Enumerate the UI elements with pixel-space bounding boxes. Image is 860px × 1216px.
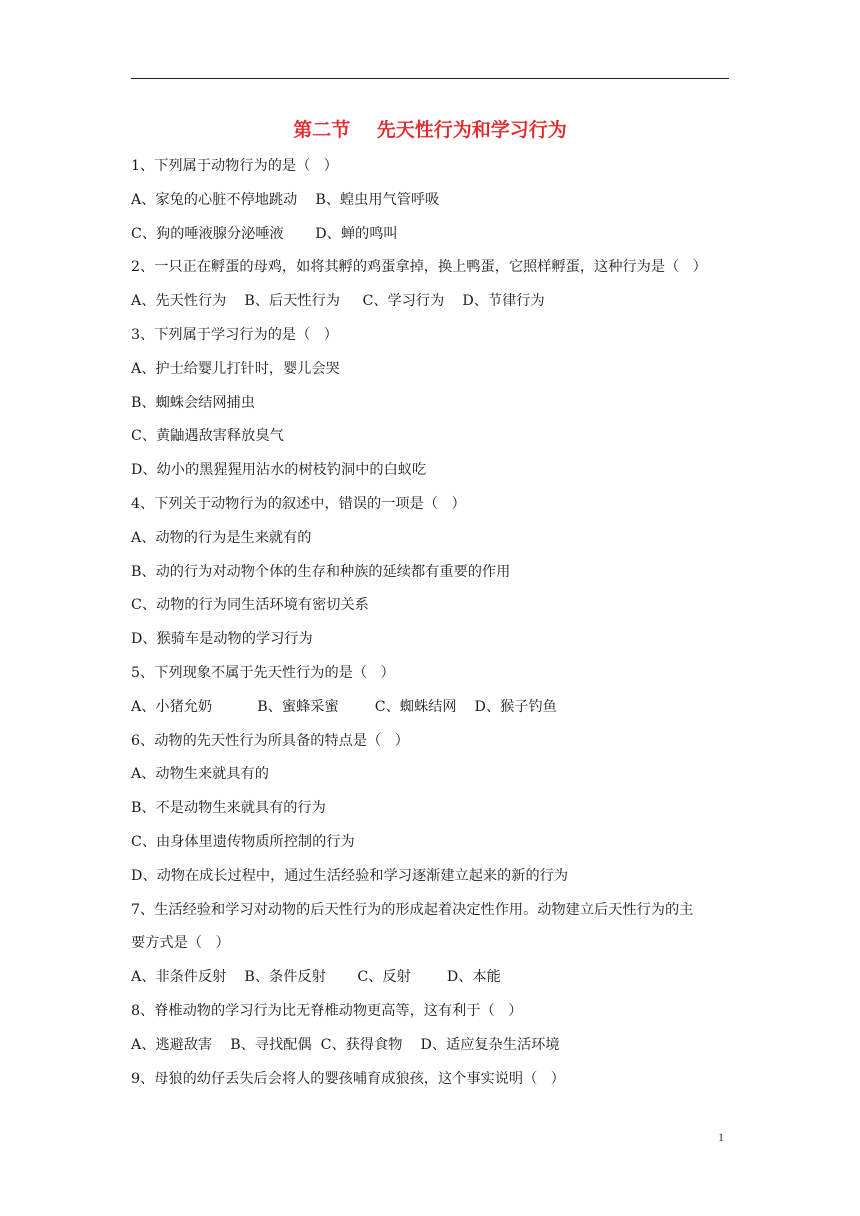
option-line: A、先天性行为 B、后天性行为 C、学习行为 D、节律行为 xyxy=(131,293,545,310)
option-line: C、黄鼬遇敌害释放臭气 xyxy=(131,428,284,445)
question-list xyxy=(131,154,731,1100)
option-line: A、动物的行为是生来就有的 xyxy=(131,529,312,546)
option-line: A、逃避敌害 B、寻找配偶 C、获得食物 D、适应复杂生活环境 xyxy=(131,1036,560,1053)
option-line: D、幼小的黑猩猩用沾水的树枝钓洞中的白蚁吃 xyxy=(131,462,427,479)
question-line: 7、生活经验和学习对动物的后天性行为的形成起着决定性作用。动物建立后天性行为的主 xyxy=(131,901,694,918)
page-number: 1 xyxy=(718,1130,724,1144)
question-line-continued: 要方式是（ ） xyxy=(131,935,230,952)
option-line: D、猴骑车是动物的学习行为 xyxy=(131,631,313,648)
option-line: A、动物生来就具有的 xyxy=(131,766,269,783)
question-line: 6、动物的先天性行为所具备的特点是（ ） xyxy=(131,732,409,749)
question-line: 2、一只正在孵蛋的母鸡，如将其孵的鸡蛋拿掉，换上鸭蛋，它照样孵蛋，这种行为是（ ） xyxy=(131,259,707,276)
option-line: A、家兔的心脏不停地跳动 B、蝗虫用气管呼吸 xyxy=(131,191,440,208)
option-line: B、不是动物生来就具有的行为 xyxy=(131,800,326,817)
option-line: D、动物在成长过程中，通过生活经验和学习逐渐建立起来的新的行为 xyxy=(131,867,569,884)
question-line: 3、下列属于学习行为的是（ ） xyxy=(131,326,338,343)
option-line: B、动的行为对动物个体的生存和种族的延续都有重要的作用 xyxy=(131,563,511,580)
question-line: 4、下列关于动物行为的叙述中，错误的一项是（ ） xyxy=(131,495,466,512)
option-line: B、蜘蛛会结网捕虫 xyxy=(131,394,255,411)
section-title: 第二节 先天性行为和学习行为 xyxy=(293,119,567,141)
option-line: C、动物的行为同生活环境有密切关系 xyxy=(131,597,369,614)
question-line: 1、下列属于动物行为的是（ ） xyxy=(131,158,338,174)
option-line: C、狗的唾液腺分泌唾液 D、蝉的鸣叫 xyxy=(131,225,398,242)
option-line: A、非条件反射 B、条件反射 C、反射 D、本能 xyxy=(131,969,501,986)
option-line: A、护士给婴儿打针时，婴儿会哭 xyxy=(131,360,340,377)
question-line: 5、下列现象不属于先天性行为的是（ ） xyxy=(131,664,395,681)
option-line: A、小猪允奶 B、蜜蜂采蜜 C、蜘蛛结网 D、猴子钓鱼 xyxy=(131,698,557,715)
header-rule xyxy=(131,78,729,79)
question-line: 8、脊椎动物的学习行为比无脊椎动物更高等，这有利于（ ） xyxy=(131,1002,523,1019)
option-line: C、由身体里遗传物质所控制的行为 xyxy=(131,833,355,850)
question-line: 9、母狼的幼仔丢失后会将人的婴孩哺育成狼孩，这个事实说明（ ） xyxy=(131,1070,565,1087)
